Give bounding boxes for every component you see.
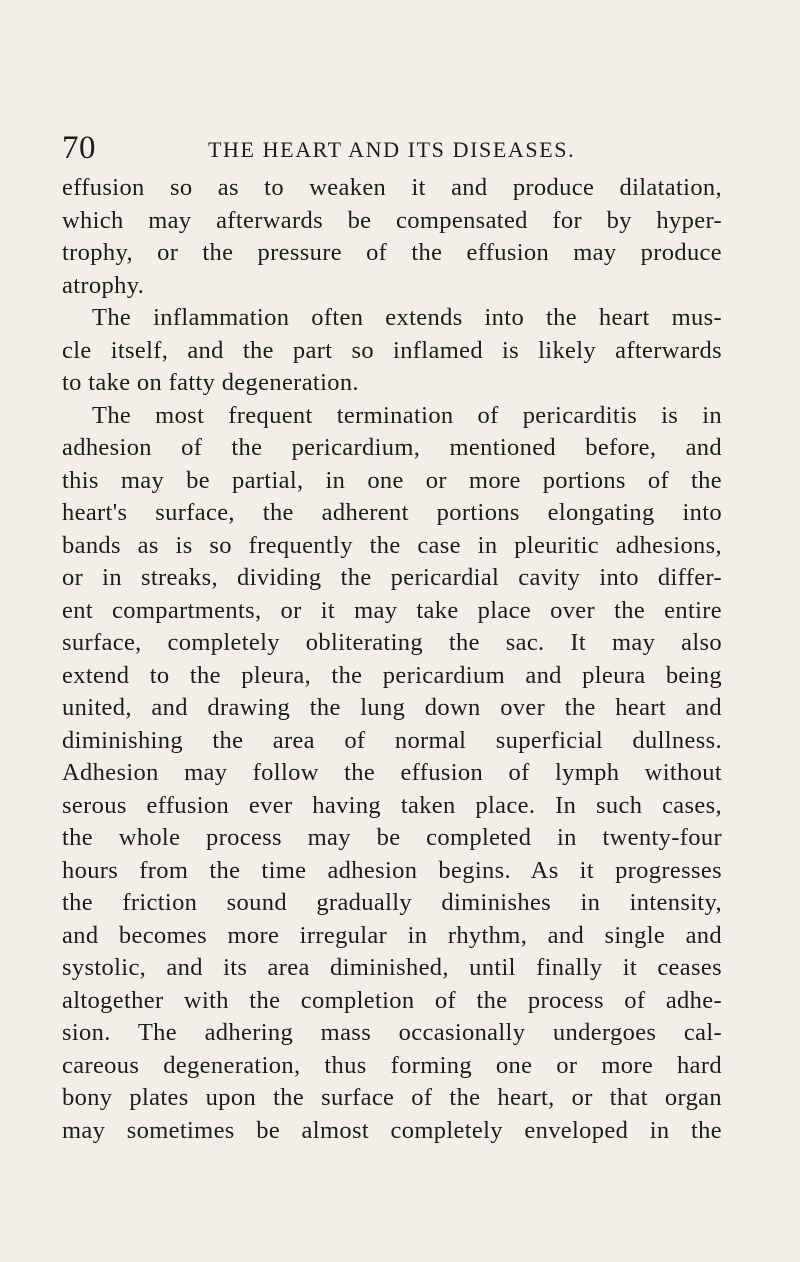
page-header xyxy=(62,128,602,168)
text-line: ent compartments, or it may take place over the entire xyxy=(62,596,722,624)
text-line: united, and drawing the lung down over the heart and xyxy=(62,694,722,721)
text-line: the whole process may be completed in twenty-four xyxy=(62,824,722,851)
text-line: effusion so as to weaken it and produce dilatation, xyxy=(62,174,722,201)
text-line: or in streaks, dividing the pericardial cavity into differ- xyxy=(62,564,722,591)
body-text xyxy=(62,172,722,1147)
text-line: to take on fatty degeneration. xyxy=(62,369,359,396)
text-line: hours from the time adhesion begins. As it progresses xyxy=(62,856,722,884)
text-line: cle itself, and the part so inflamed is likely afterwards xyxy=(62,336,722,364)
text-line: Adhesion may follow the effusion of lymph without xyxy=(62,759,722,786)
text-line: serous effusion ever having taken place. In such cases, xyxy=(62,791,722,819)
text-line: surface, completely obliterating the sac. It may also xyxy=(62,629,722,656)
text-line: bands as is so frequently the case in pleuritic adhesions, xyxy=(62,531,722,559)
text-line: and becomes more irregular in rhythm, and single and xyxy=(62,921,722,949)
text-line: this may be partial, in one or more portions of the xyxy=(62,466,722,494)
text-line: may sometimes be almost completely enveloped in the xyxy=(62,1116,722,1144)
text-line: atrophy. xyxy=(62,271,145,299)
text-line: altogether with the completion of the process of adhe- xyxy=(62,986,722,1014)
text-line: heart's surface, the adherent portions elongating into xyxy=(62,499,722,526)
text-line: which may afterwards be compensated for by hyper- xyxy=(62,206,722,234)
running-title: THE HEART AND ITS DISEASES. xyxy=(208,137,576,162)
text-line: The inflammation often extends into the heart mus- xyxy=(92,304,722,331)
text-line: The most frequent termination of pericarditis is in xyxy=(92,401,722,429)
text-line: systolic, and its area diminished, until finally it ceases xyxy=(62,954,722,981)
text-line: adhesion of the pericardium, mentioned before, and xyxy=(62,434,722,461)
text-line: extend to the pleura, the pericardium and pleura being xyxy=(62,661,722,689)
text-line: careous degeneration, thus forming one or more hard xyxy=(62,1051,722,1079)
text-line: diminishing the area of normal superficial dullness. xyxy=(62,726,722,754)
text-line: sion. The adhering mass occasionally undergoes cal- xyxy=(62,1019,722,1046)
text-line: trophy, or the pressure of the effusion may produce xyxy=(62,239,722,266)
text-line: the friction sound gradually diminishes in intensity, xyxy=(62,889,722,916)
page-number: 70 xyxy=(62,130,96,166)
text-line: bony plates upon the surface of the heart, or that organ xyxy=(62,1084,722,1111)
